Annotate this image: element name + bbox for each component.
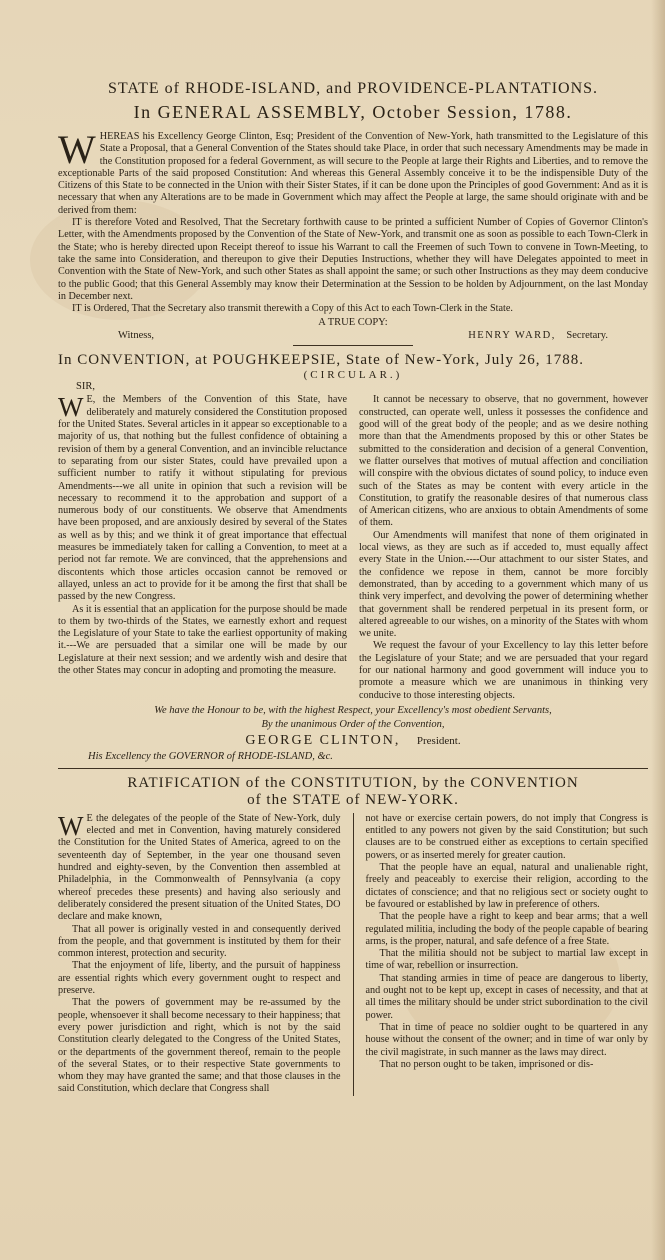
ratification-paragraph: That the enjoyment of life, liberty, and the pursuit of happiness are essential rights which every government ought to respect and preserve.	[58, 960, 341, 997]
ratification-paragraph: That standing armies in time of peace are dangerous to liberty, and ought not to be kept up, except in cases of necessity, and that at all times the military should be under strict subordination to the civil power.	[365, 972, 648, 1021]
president-name: GEORGE CLINTON,	[245, 732, 401, 748]
ratification-paragraph: E the delegates of the people of the State of New-York, duly elected and met in Convention, having maturely considered the Constitution for the United States of America, agreed to on the seventeenth day of September, in the year one thousand seven hundred and eighty-seven, by the Convention then assembled at Philadelphia, in the Commonwealth of Pennsylvania (a copy whereof precedes these presents) and having also seriously and deliberately considered the present situation of the United States, DO declare and make known,	[58, 812, 341, 923]
ratification-paragraph: That the powers of government may be re-assumed by the people, whensoever it shall become necessary to their happiness; that every power jurisdiction and right, which is not by the said Constitution clearly delegated to the Congress of the United States, or the departments of the government thereof, remain to the people of the several States, or to their respective State governments to whom they may have granted the same; and that those clauses in the said Constitution, which declare that Congress shall	[58, 997, 341, 1095]
ratification-section	[58, 775, 648, 1096]
assembly-paragraph: HEREAS his Excellency George Clinton, Esq; President of the Convention of New-York, hath transmitted to the Legislature of this State a Proposal, that a General Convention of the States should take Place, in order that such necessary Amendments may be made in the Constitution proposed for a federal Government, as will secure to the People at large their Rights and Liberties, and to remove the exceptionable Parts of the said proposed Constitution: And whereas this General Assembly conceive it to be the indispensible Duty of the Citizens of this State to be connected in the Union with their Sister States, if it can be done upon the Principles of good Government: And as it is necessary that when any Alterations are to be made in Government which may affect the People at large, the same should originate with and be derived from them:	[58, 131, 648, 216]
convention-section	[58, 352, 648, 761]
assembly-section	[58, 127, 648, 342]
torn-edge	[651, 0, 665, 1260]
broadside-sheet	[58, 66, 648, 1096]
ratification-columns	[58, 810, 648, 1096]
assembly-heading: In GENERAL ASSEMBLY, October Session, 1788.	[133, 102, 573, 122]
convention-paragraph: We request the favour of your Excellency to lay this letter before the Legislature of your State; and we are persuaded that your regard for our national harmony and good government will induce you to promote a measure which we are unanimous in thinking very conducive to those interesting objects.	[359, 640, 648, 701]
state-heading: STATE of RHODE-ISLAND, and PROVIDENCE-PLANTATIONS.	[107, 80, 599, 97]
convention-paragraph: As it is essential that an application for the purpose should be made to them by two-thirds of the States, we earnestly exhort and request the Legislature of your State to take the earliest opportunity of making it.---We are persuaded that a similar one will be made by our Legislature at their next session; and we ardently wish and desire that the other States may concur in adopting and promoting the measure.	[58, 603, 347, 676]
ratification-right-column	[366, 813, 649, 1096]
convention-paragraph: It cannot be necessary to observe, that no government, however constructed, can operate well, unless it possesses the confidence and good will of the great body of the people; and as we desire nothing more than that the Amendments proposed by this or other States be submitted to the consideration and decision of a general Convention, we flatter ourselves that motives of mutual affection and conciliation will conspire with the obvious dictates of sound policy, to induce even such of the States as may be content with every article in the Constitution, to gratify the reasonable desires of that numerous class of American citizens, who are anxious to obtain Amendments of some of them.	[359, 394, 648, 529]
salutation: SIR,	[76, 381, 95, 393]
ratification-paragraph: That the people have a right to keep and bear arms; that a well regulated militia, including the body of the people capable of bearing arms, is the proper, natural, and safe defence of a free State.	[365, 911, 648, 947]
ratification-paragraph: That the people have an equal, natural and unalienable right, freely and peaceably to exercise their religion, according to the dictates of conscience; and that no religious sect or society ought to be favoured or established by law in preference of others.	[365, 862, 648, 910]
ratification-subheading: of the STATE of NEW-YORK.	[247, 791, 459, 808]
true-copy-label: A TRUE COPY:	[318, 317, 388, 329]
circular-label: (CIRCULAR.)	[303, 369, 403, 382]
ratification-paragraph: That the militia should not be subject to martial law except in time of war, rebellion or insurrection.	[365, 948, 648, 972]
president-title: President.	[416, 734, 461, 747]
witness-line	[58, 330, 648, 341]
convention-left-column	[58, 394, 347, 701]
convention-paragraph: Our Amendments will manifest that none of them originated in local views, as they are such as if acceded to, must equally affect every State in the Union.----Our attachment to our sister States, and the confidence we repose in them, cannot be more forcibly demonstrated, than by acceding to a government which many of us think very imperfect, and devolving the power of determining whether that government shall be rendered perpetual in its present form, or altered agreeable to our wishes, on a minority of the States with whom we unite.	[359, 529, 648, 640]
witness-label: Witness,	[118, 330, 155, 342]
convention-paragraph: E, the Members of the Convention of this State, have deliberately and maturely considered the Constitution proposed for the United States. Several articles in it appear so exceptionable to a majority of us, that nothing but the fullest confidence of obtaining a revision of them by a general Convention, and an invincible reluctance to separating from our sister States, could have prevailed upon a sufficient number to ratify it without stipulating for previous Amendments---we all unite in opinion that such a revision will be necessary to recommend it to the approbation and support of a numerous body of our constituents. We observe that Amendments have been proposed, and are anxiously desired by several of the States as well as by this; and we think it of great importance that effectual measures be immediately taken for calling a Convention, to meet at a period not far remote. We are convinced, that the apprehensions and discontents which those articles occasion cannot be removed or allayed, unless an act to provide for it be among the first that shall be passed by the new Congress.	[58, 394, 347, 603]
addressee-line: His Excellency the GOVERNOR of RHODE-ISLAND, &c.	[88, 750, 333, 762]
dropcap-letter: W	[58, 127, 96, 172]
dropcap-letter: W	[58, 392, 84, 423]
dropcap-letter: W	[58, 810, 84, 841]
by-order-line: By the unanimous Order of the Convention,	[261, 718, 445, 730]
convention-heading: In CONVENTION, at POUGHKEEPSIE, State of New-York, July 26, 1788.	[58, 352, 584, 369]
assembly-paragraph: IT is Ordered, That the Secretary also transmit therewith a Copy of this Act to each Town-Clerk in the State.	[72, 303, 513, 315]
signer-title: Secretary.	[566, 330, 608, 342]
convention-right-column	[359, 394, 648, 701]
ratification-paragraph: not have or exercise certain powers, do not imply that Congress is entitled to any powers not given by the said Constitution; but such clauses are to be construed either as exceptions to certain specified powers, or as inserted merely for greater caution.	[365, 812, 648, 861]
column-rule	[353, 813, 354, 1096]
assembly-paragraph: IT is therefore Voted and Resolved, That the Secretary forthwith cause to be printed a sufficient Number of Copies of Governor Clinton's Letter, with the Amendments proposed by the Convention of the State of New-York, and transmit one as soon as possible to each Town-Clerk in the State; who is hereby directed upon Receipt thereof to issue his Warrant to call the Freemen of such Town to convene in Town-Meeting, to take the same into Consideration, and thereupon to give their Deputies Instructions, whether they will have Delegates appointed to meet in Convention with the State of New-York, and such other States as shall appoint the same; or such other Instructions as they may deem conducive to the public Good; that this General Assembly may know their Determination at the Session to be holden by Adjournment, on the last Monday in December next.	[58, 217, 648, 302]
ratification-paragraph: That in time of peace no soldier ought to be quartered in any house without the consent of the owner; and in time of war only by the civil magistrate, in such manner as the laws may direct.	[365, 1021, 648, 1058]
ratification-heading: RATIFICATION of the CONSTITUTION, by the CONVENTION	[127, 774, 579, 791]
ratification-paragraph: That no person ought to be taken, imprisoned or dis-	[379, 1058, 594, 1070]
president-signature	[58, 733, 648, 749]
divider-rule	[58, 768, 648, 769]
ratification-left-column	[58, 810, 341, 1096]
divider-rule	[293, 345, 413, 346]
convention-columns	[58, 394, 648, 701]
signer-name: HENRY WARD,	[468, 330, 556, 342]
closing-line: We have the Honour to be, with the highest Respect, your Excellency's most obedient Servants,	[154, 704, 552, 716]
ratification-paragraph: That all power is originally vested in and consequently derived from the people, and that government is instituted by them for their common interest, protection and security.	[58, 923, 341, 960]
